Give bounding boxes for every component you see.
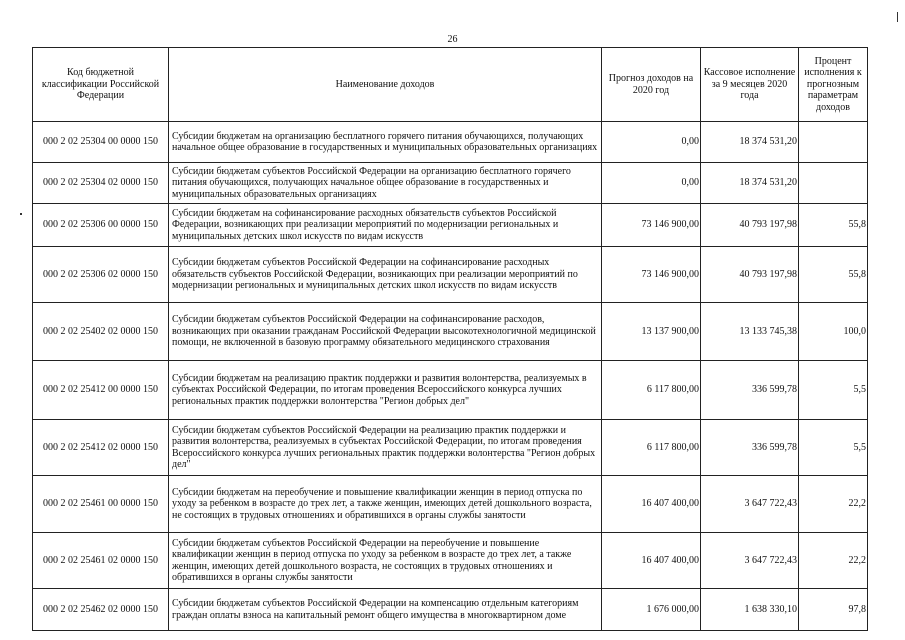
cell-percent [799,163,868,204]
header-code: Код бюджетной классификации Российской Федерации [33,48,169,122]
scan-mark-left [20,213,22,215]
table-row [33,361,868,420]
cell-code: 000 2 02 25412 02 0000 150 [33,420,169,476]
cell-name: Субсидии бюджетам субъектов Российской Федерации на организацию бесплатного горячего питания обучающихся, получающих начальное общее образование в государственных и муниципальных образовательных организациях [169,163,602,204]
cell-name: Субсидии бюджетам на переобучение и повышение квалификации женщин в период отпуска по уходу за ребенком в возрасте до трех лет, а также женщин, имеющих детей дошкольного возраста, не состоящих в трудовых отношениях и обратившихся в органы службы занятости [169,476,602,533]
cell-forecast: 6 117 800,00 [602,361,701,420]
cell-forecast: 13 137 900,00 [602,303,701,361]
table-row [33,303,868,361]
cell-forecast: 0,00 [602,163,701,204]
cell-code: 000 2 02 25461 00 0000 150 [33,476,169,533]
cell-percent: 5,5 [799,361,868,420]
page-number: 26 [447,34,458,45]
cell-percent: 5,5 [799,420,868,476]
cell-percent: 55,8 [799,247,868,303]
cell-forecast: 73 146 900,00 [602,247,701,303]
cell-name: Субсидии бюджетам субъектов Российской Федерации на переобучение и повышение квалификации женщин в период отпуска по уходу за ребенком в возрасте до трех лет, а также женщин, имеющих детей дошкольного возраста, не состоящих в трудовых отношениях и обратившихся в органы службы занятости [169,533,602,589]
header-row [33,48,868,122]
table-row [33,204,868,247]
cell-name: Субсидии бюджетам на организацию бесплатного горячего питания обучающихся, получающих начальное общее образование в государственных и муниципальных образовательных организациях [169,122,602,163]
cell-name: Субсидии бюджетам субъектов Российской Федерации на компенсацию отдельным категориям граждан оплаты взноса на капитальный ремонт общего имущества в многоквартирном доме [169,589,602,631]
cell-name: Субсидии бюджетам субъектов Российской Федерации на софинансирование расходов, возникающих при оказании гражданам Российской Федерации высокотехнологичной медицинской помощи, не включенной в базовую программу обязательного медицинского страхования [169,303,602,361]
cell-name: Субсидии бюджетам субъектов Российской Федерации на реализацию практик поддержки и развития волонтерства, реализуемых в субъектах Российской Федерации, по итогам проведения Всероссийского конкурса лучших региональных практик поддержки волонтерства "Регион добрых дел" [169,420,602,476]
table-row [33,420,868,476]
cell-forecast: 73 146 900,00 [602,204,701,247]
header-percent: Процент исполнения к прогнозным параметрам доходов [799,48,868,122]
cell-cash: 336 599,78 [701,420,799,476]
cell-forecast: 6 117 800,00 [602,420,701,476]
cell-cash: 1 638 330,10 [701,589,799,631]
cell-code: 000 2 02 25402 02 0000 150 [33,303,169,361]
table-row [33,476,868,533]
cell-percent: 22,2 [799,476,868,533]
header-name: Наименование доходов [169,48,602,122]
cell-cash: 13 133 745,38 [701,303,799,361]
cell-forecast: 0,00 [602,122,701,163]
table-row [33,122,868,163]
cell-name: Субсидии бюджетам на реализацию практик поддержки и развития волонтерства, реализуемых в субъектах Российской Федерации, по итогам проведения Всероссийского конкурса лучших региональных практик поддержки волонтерства "Регион добрых дел" [169,361,602,420]
cell-cash: 40 793 197,98 [701,204,799,247]
table-row [33,163,868,204]
cell-percent: 97,8 [799,589,868,631]
cell-code: 000 2 02 25306 02 0000 150 [33,247,169,303]
cell-name: Субсидии бюджетам субъектов Российской Федерации на софинансирование расходных обязательств субъектов Российской Федерации, возникающих при реализации мероприятий по модернизации региональных и муниципальных детских школ искусств по видам искусств [169,247,602,303]
cell-code: 000 2 02 25412 00 0000 150 [33,361,169,420]
cell-forecast: 1 676 000,00 [602,589,701,631]
cell-cash: 40 793 197,98 [701,247,799,303]
cell-code: 000 2 02 25304 02 0000 150 [33,163,169,204]
header-cash: Кассовое исполнение за 9 месяцев 2020 года [701,48,799,122]
cell-code: 000 2 02 25461 02 0000 150 [33,533,169,589]
cell-cash: 336 599,78 [701,361,799,420]
cell-percent: 55,8 [799,204,868,247]
cell-cash: 3 647 722,43 [701,533,799,589]
cell-percent: 100,0 [799,303,868,361]
header-forecast: Прогноз доходов на 2020 год [602,48,701,122]
cell-cash: 18 374 531,20 [701,163,799,204]
table-row [33,247,868,303]
cell-percent [799,122,868,163]
revenue-table [32,47,868,631]
cell-cash: 3 647 722,43 [701,476,799,533]
cell-code: 000 2 02 25462 02 0000 150 [33,589,169,631]
cell-percent: 22,2 [799,533,868,589]
table-row [33,589,868,631]
cell-name: Субсидии бюджетам на софинансирование расходных обязательств субъектов Российской Федерации, возникающих при реализации мероприятий по модернизации региональных и муниципальных детских школ искусств по видам искусств [169,204,602,247]
cell-cash: 18 374 531,20 [701,122,799,163]
cell-forecast: 16 407 400,00 [602,476,701,533]
table-row [33,533,868,589]
scan-mark-right [897,12,898,22]
cell-code: 000 2 02 25304 00 0000 150 [33,122,169,163]
cell-code: 000 2 02 25306 00 0000 150 [33,204,169,247]
cell-forecast: 16 407 400,00 [602,533,701,589]
